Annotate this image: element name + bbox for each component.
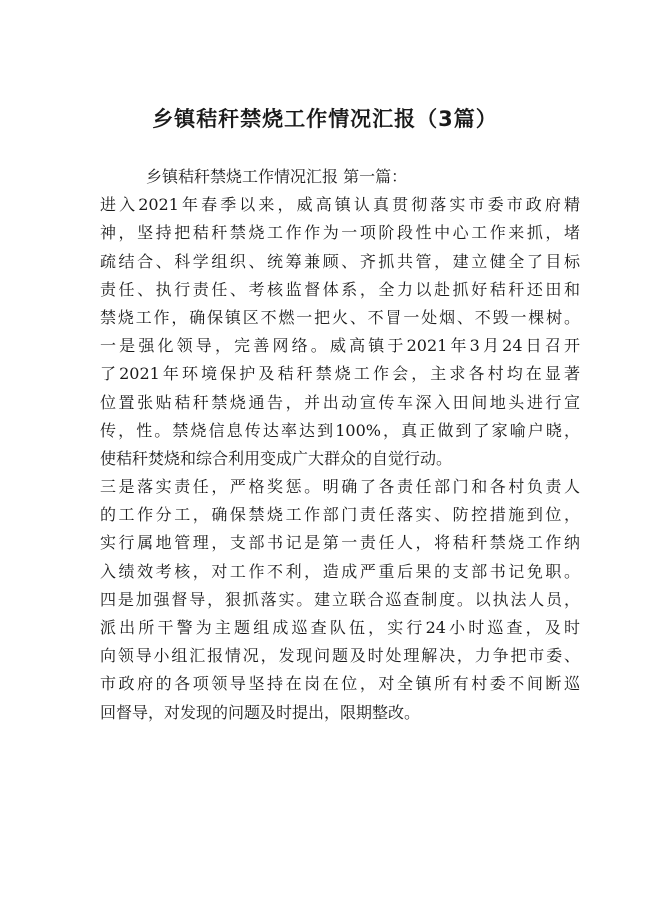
document-body	[100, 163, 580, 727]
paragraph-line: 向领导小组汇报情况，发现问题及时处理解决，力争把市委、	[100, 646, 580, 666]
paragraph-line: 了2021年环境保护及秸秆禁烧工作会，主求各村均在显著	[100, 364, 580, 384]
paragraph-line: 的工作分工，确保禁烧工作部门责任落实、防控措施到位，	[100, 505, 580, 525]
paragraph-line: 神，坚持把秸秆禁烧工作作为一项阶段性中心工作来抓，堵	[100, 223, 580, 243]
paragraph-line: 入绩效考核，对工作不利，造成严重后果的支部书记免职。	[100, 561, 580, 581]
paragraph-line: 使秸秆焚烧和综合利用变成广大群众的自觉行动。	[100, 448, 453, 468]
paragraph-line: 禁烧工作，确保镇区不燃一把火、不冒一处烟、不毁一棵树。	[100, 307, 580, 327]
document-title: 乡镇秸秆禁烧工作情况汇报（3篇）	[152, 107, 498, 131]
paragraph-line: 责任、执行责任、考核监督体系，全力以赴抓好秸秆还田和	[100, 279, 580, 299]
paragraph-line: 市政府的各项领导坚持在岗在位，对全镇所有村委不间断巡	[100, 674, 580, 694]
paragraph-line: 三是落实责任，严格奖惩。明确了各责任部门和各村负责人	[100, 477, 580, 497]
paragraph-line: 实行属地管理，支部书记是第一责任人，将秸秆禁烧工作纳	[100, 533, 580, 553]
paragraph-line: 传，性。禁烧信息传达率达到100%，真正做到了家喻户晓，	[100, 420, 580, 440]
paragraph-line: 四是加强督导，狠抓落实。建立联合巡查制度。以执法人员，	[100, 589, 580, 609]
paragraph-line: 回督导，对发现的问题及时提出，限期整改。	[100, 702, 421, 722]
paragraph-line: 派出所干警为主题组成巡查队伍，实行24小时巡查，及时	[100, 618, 580, 637]
paragraph-line: 疏结合、科学组织、统筹兼顾、齐抓共管，建立健全了目标	[100, 251, 580, 271]
paragraph-line: 位置张贴秸秆禁烧通告，并出动宣传车深入田间地头进行宣	[100, 392, 580, 412]
section-heading: 乡镇秸秆禁烧工作情况汇报 第一篇：	[146, 167, 408, 186]
paragraph-line: 进入2021年春季以来，威高镇认真贯彻落实市委市政府精	[100, 195, 580, 215]
paragraph-line: 一是强化领导，完善网络。威高镇于2021年3月24日召开	[100, 336, 580, 356]
